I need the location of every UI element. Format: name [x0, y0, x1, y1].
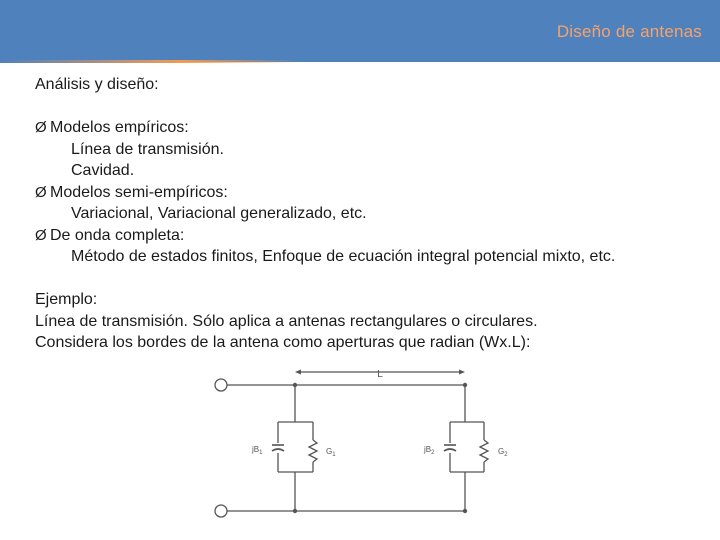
- capacitor-b2-icon: [444, 445, 456, 451]
- section-label: Modelos semi-empíricos:: [50, 183, 228, 201]
- example-text: Considera los bordes de la antena como aperturas que radian (Wx.L):: [35, 334, 531, 351]
- susceptance-label-right: $jB_2$: [424, 445, 435, 456]
- transmission-line-circuit-diagram: [200, 360, 530, 530]
- section-title-empirical: [35, 117, 705, 139]
- list-item: Método de estados finitos, Enfoque de ecuación integral potencial mixto, etc.: [71, 248, 616, 265]
- example-text: Línea de transmisión. Sólo aplica a antenas rectangulares o circulares.: [35, 312, 538, 330]
- heading-analysis: Análisis y diseño:: [35, 76, 159, 93]
- list-item: Línea de transmisión.: [71, 140, 224, 158]
- list-item: Cavidad.: [71, 162, 135, 179]
- section-label: Modelos empíricos:: [50, 119, 189, 136]
- arrow-right-icon: [459, 370, 465, 375]
- arrow-bullet-icon: Ø: [35, 226, 47, 244]
- list-item: Variacional, Variacional generalizado, etc.: [71, 205, 367, 222]
- section-title-full-wave: [35, 225, 705, 247]
- arrow-left-icon: [295, 370, 301, 375]
- resistor-g1-icon: [309, 440, 317, 462]
- junction-dots: [293, 383, 467, 513]
- capacitor-b1-icon: [272, 445, 284, 451]
- susceptance-label-left: $jB_1$: [252, 445, 263, 456]
- arrow-bullet-icon: Ø: [35, 183, 47, 201]
- conductance-label-right: $G_2$: [498, 447, 508, 458]
- resistor-g2-icon: [480, 440, 488, 462]
- slide-body: [35, 74, 705, 354]
- input-terminal-bottom: [215, 505, 227, 517]
- conductance-label-left: $G_1$: [326, 447, 336, 458]
- section-title-semi-empirical: [35, 182, 705, 204]
- example-heading: Ejemplo:: [35, 291, 98, 308]
- length-label: L: [377, 369, 383, 380]
- input-terminal-top: [215, 379, 227, 391]
- header-accent-line: [0, 60, 300, 63]
- slide-title: Diseño de antenas: [556, 22, 702, 41]
- arrow-bullet-icon: Ø: [35, 119, 47, 136]
- section-label: De onda completa:: [50, 226, 185, 244]
